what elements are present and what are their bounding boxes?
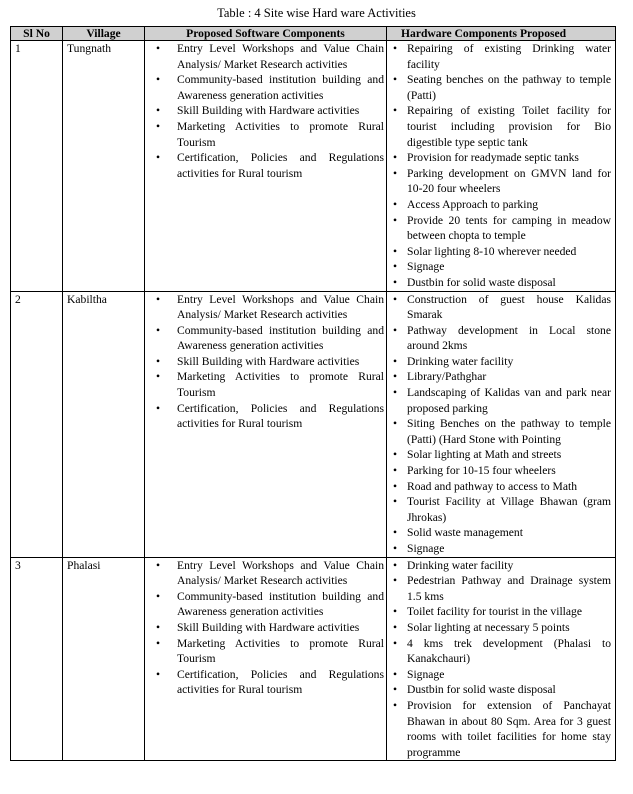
table-body [11,41,616,761]
software-list-item: • Entry Level Workshops and Value Chain Analysis/ Market Research activities [147,558,384,589]
hardware-list-item: • Library/Pathghar [389,369,613,385]
hardware-list-item: • Drinking water facility [389,558,613,574]
hardware-list-item: • Siting Benches on the pathway to temple (Patti) (Hard Stone with Pointing [389,416,613,447]
software-list [147,558,384,698]
cell-village: Tungnath [63,41,145,292]
software-list-item: • Marketing Activities to promote Rural Tourism [147,119,384,150]
header-row [11,27,616,41]
hardware-list-item: • Drinking water facility [389,354,613,370]
hardware-list-item: • Repairing of existing Drinking water facility [389,41,613,72]
hardware-list-item: • Parking for 10-15 four wheelers [389,463,613,479]
cell-hardware-components [387,291,616,557]
hardware-list-item: • Dustbin for solid waste disposal [389,682,613,698]
software-list-item: • Marketing Activities to promote Rural Tourism [147,636,384,667]
hardware-list-item: • Provision for readymade septic tanks [389,150,613,166]
hardware-list-item: • Seating benches on the pathway to temple (Patti) [389,72,613,103]
software-list-item: • Entry Level Workshops and Value Chain Analysis/ Market Research activities [147,41,384,72]
cell-sl-no: 2 [11,291,63,557]
hardware-list-item: • Solar lighting 8-10 wherever needed [389,244,613,260]
software-list-item: • Certification, Policies and Regulations activities for Rural tourism [147,401,384,432]
hardware-list-item: • Solar lighting at necessary 5 points [389,620,613,636]
hardware-list-item: • Provide 20 tents for camping in meadow between chopta to temple [389,213,613,244]
hardware-list-item: • Signage [389,259,613,275]
hardware-list-item: • 4 kms trek development (Phalasi to Kanakchauri) [389,636,613,667]
table-row [11,557,616,761]
hardware-list-item: • Access Approach to parking [389,197,613,213]
hardware-list-item: • Repairing of existing Toilet facility for tourist including provision for Bio digestible type septic tank [389,103,613,150]
hardware-list-item: • Provision for extension of Panchayat Bhawan in about 80 Sqm. Area for 3 guest rooms with toilet facilities for home stay programme [389,698,613,760]
site-activities-table [10,26,616,761]
cell-software-components [145,41,387,292]
software-list-item: • Community-based institution building and Awareness generation activities [147,323,384,354]
hardware-list-item: • Signage [389,541,613,557]
table-caption: Table : 4 Site wise Hard ware Activities [217,6,416,20]
cell-sl-no: 1 [11,41,63,292]
hardware-list [389,41,613,291]
table-row [11,291,616,557]
software-list-item: • Entry Level Workshops and Value Chain Analysis/ Market Research activities [147,292,384,323]
hardware-list-item: • Tourist Facility at Village Bhawan (gram Jhrokas) [389,494,613,525]
software-list-item: • Community-based institution building and Awareness generation activities [147,72,384,103]
hardware-list-item: • Solid waste management [389,525,613,541]
cell-software-components [145,291,387,557]
header-software: Proposed Software Components [145,27,387,41]
cell-hardware-components [387,41,616,292]
hardware-list-item: • Road and pathway to access to Math [389,479,613,495]
cell-village: Kabiltha [63,291,145,557]
software-list-item: • Community-based institution building and Awareness generation activities [147,589,384,620]
hardware-list-item: • Construction of guest house Kalidas Smarak [389,292,613,323]
software-list-item: • Marketing Activities to promote Rural Tourism [147,369,384,400]
cell-hardware-components [387,557,616,761]
hardware-list-item: • Dustbin for solid waste disposal [389,275,613,291]
hardware-list [389,558,613,761]
table-row [11,41,616,292]
software-list [147,292,384,432]
hardware-list-item: • Pathway development in Local stone around 2kms [389,323,613,354]
software-list [147,41,384,181]
hardware-list-item: • Landscaping of Kalidas van and park near proposed parking [389,385,613,416]
hardware-list-item: • Solar lighting at Math and streets [389,447,613,463]
header-sl-no: Sl No [11,27,63,41]
header-village: Village [63,27,145,41]
cell-sl-no: 3 [11,557,63,761]
software-list-item: • Certification, Policies and Regulations activities for Rural tourism [147,150,384,181]
cell-village: Phalasi [63,557,145,761]
software-list-item: • Skill Building with Hardware activities [147,103,384,119]
software-list-item: • Skill Building with Hardware activities [147,354,384,370]
hardware-list-item: • Pedestrian Pathway and Drainage system 1.5 kms [389,573,613,604]
hardware-list-item: • Signage [389,667,613,683]
hardware-list [389,292,613,557]
cell-software-components [145,557,387,761]
software-list-item: • Skill Building with Hardware activities [147,620,384,636]
software-list-item: • Certification, Policies and Regulations activities for Rural tourism [147,667,384,698]
header-hardware: Hardware Components Proposed [387,27,616,41]
hardware-list-item: • Parking development on GMVN land for 10-20 four wheelers [389,166,613,197]
hardware-list-item: • Toilet facility for tourist in the village [389,604,613,620]
